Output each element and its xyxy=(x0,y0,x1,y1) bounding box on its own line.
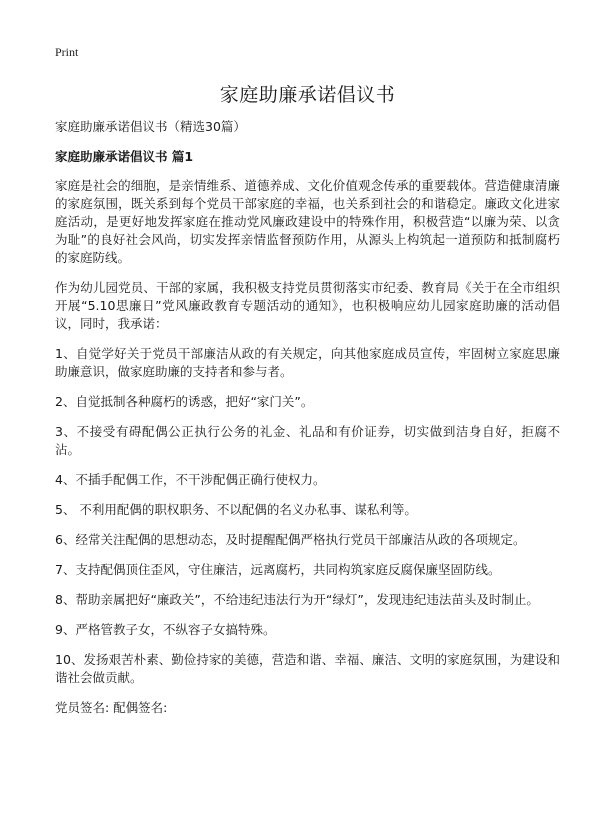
paragraph-commitment: 作为幼儿园党员、干部的家属，我积极支持党员贯彻落实市纪委、教育局《关于在全市组织开展“5.10思廉日”党风廉政教育专题活动的通知》，也积极响应幼儿园家庭助廉的活动倡议，同时，我承诺： xyxy=(55,280,560,331)
print-link[interactable]: Print xyxy=(55,45,79,59)
pledge-item-4: 4、不插手配偶工作，不干涉配偶正确行使权力。 xyxy=(55,472,326,487)
pledge-item-5: 5、 不利用配偶的职权职务、不以配偶的名义办私事、谋私利等。 xyxy=(55,502,417,517)
section-heading: 家庭助廉承诺倡议书 篇1 xyxy=(55,149,194,164)
page-title: 家庭助廉承诺倡议书 xyxy=(219,84,396,106)
pledge-item-7: 7、支持配偶顶住歪风，守住廉洁，远离腐朽，共同构筑家庭反腐保廉坚固防线。 xyxy=(55,562,501,577)
pledge-item-1: 1、自觉学好关于党员干部廉洁从政的有关规定，向其他家庭成员宣传，牢固树立家庭思廉助廉意识，做家庭助廉的支持者和参与者。 xyxy=(55,346,560,379)
pledge-item-6: 6、经常关注配偶的思想动态，及时提醒配偶严格执行党员干部廉洁从政的各项规定。 xyxy=(55,532,526,547)
pledge-item-10: 10、发扬艰苦朴素、勤俭持家的美德，营造和谐、幸福、廉洁、文明的家庭氛围，为建设和谐社会做贡献。 xyxy=(55,652,560,685)
pledge-item-8: 8、帮助亲属把好“廉政关”，不给违纪违法行为开“绿灯”，发现违纪违法苗头及时制止。 xyxy=(55,592,539,607)
signature-line: 党员签名: 配偶签名: xyxy=(55,700,168,715)
pledge-item-3: 3、不接受有碍配偶公正执行公务的礼金、礼品和有价证券，切实做到洁身自好，拒腐不沾。 xyxy=(55,424,560,457)
pledge-item-9: 9、严格管教子女，不纵容子女搞特殊。 xyxy=(55,622,276,637)
pledge-item-2: 2、自觉抵制各种腐朽的诱惑，把好“家门关”。 xyxy=(55,394,314,409)
paragraph-intro: 家庭是社会的细胞，是亲情维系、道德养成、文化价值观念传承的重要载体。营造健康清廉的家庭氛围，既关系到每个党员干部家庭的幸福，也关系到社会的和谐稳定。廉政文化进家庭活动，是更好地发挥家庭在推动党风廉政建设中的特殊作用，积极营造“以廉为荣、以贪为耻”的良好社会风尚，切实发挥亲情监督预防作用，从源头上构筑起一道预防和抵制腐朽的家庭防线。 xyxy=(55,178,560,265)
document-subtitle: 家庭助廉承诺倡议书（精选30篇） xyxy=(55,119,246,134)
